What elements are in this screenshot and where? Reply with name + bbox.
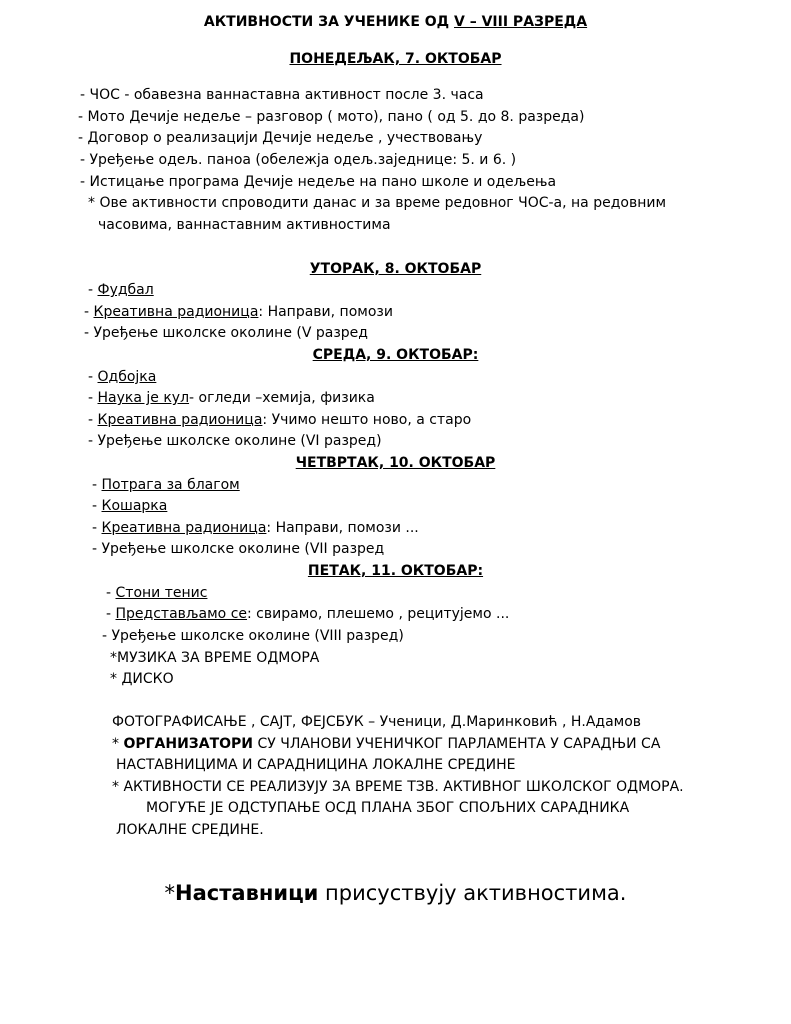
friday-heading: ПЕТАК, 11. ОКТОБАР: (307, 563, 484, 579)
title-grades: V – VIII РАЗРЕДА (454, 14, 588, 30)
tuesday-item-2: - Креативна радионица: Направи, помози (84, 304, 393, 320)
thursday-heading: ЧЕТВРТАК, 10. ОКТОБАР (295, 455, 496, 471)
activity-treasure-hunt: Потрага за благом (101, 477, 240, 493)
activity-basketball: Кошарка (101, 498, 168, 514)
activity-science-is-cool: Наука је кул (97, 390, 190, 406)
thursday-item-2: - Кошарка (92, 498, 168, 514)
page-title (0, 14, 791, 31)
monday-item-5: - Истицање програма Дечије недеље на пано школе и одељења (80, 174, 557, 190)
organizers-note-line-1: * ОРГАНИЗАТОРИ СУ ЧЛАНОВИ УЧЕНИЧКОГ ПАРЛАМЕНТА У САРАДЊИ СА (112, 736, 661, 752)
monday-heading: ПОНЕДЕЉАК, 7. ОКТОБАР (289, 51, 502, 67)
monday-item-1: - ЧОС - обавезна ваннаставна активност после 3. часа (80, 87, 484, 103)
activity-creative-workshop: Креативна радионица (93, 304, 259, 320)
tuesday-item-1: - Фудбал (88, 282, 154, 298)
wednesday-heading: СРЕДА, 9. ОКТОБАР: (312, 347, 479, 363)
activity-creative-workshop: Креативна радионица (97, 412, 263, 428)
wednesday-item-1: - Одбојка (88, 369, 157, 385)
friday-item-1: - Стони тенис (106, 585, 208, 601)
wednesday-item-3: - Креативна радионица: Учимо нешто ново, а старо (88, 412, 472, 428)
activities-note-line-3: ЛОКАЛНЕ СРЕДИНЕ. (116, 822, 264, 838)
wednesday-item-2: - Наука је кул- огледи –хемија, физика (88, 390, 375, 406)
tuesday-item-3: - Уређење школске околине (V разред (84, 325, 368, 341)
teachers-label: Наставници (175, 881, 319, 905)
friday-item-3: - Уређење школске околине (VIII разред) (102, 628, 404, 644)
activity-football: Фудбал (97, 282, 154, 298)
activity-presentation: Представљамо се (115, 606, 248, 622)
monday-note-line-1: * Ове активности спроводити данас и за време редовног ЧОС-а, на редовним (88, 195, 667, 211)
thursday-item-1: - Потрага за благом (92, 477, 240, 493)
activities-note-line-1: * АКТИВНОСТИ СЕ РЕАЛИЗУЈУ ЗА ВРЕМЕ ТЗВ. АКТИВНОГ ШКОЛСКОГ ОДМОРА. (112, 779, 684, 795)
thursday-item-4: - Уређење школске околине (VII разред (92, 541, 385, 557)
monday-item-2: - Мото Дечије недеље – разговор ( мото), пано ( од 5. до 8. разреда) (78, 109, 585, 125)
monday-item-3: - Договор о реализацији Дечије недеље , учествовању (78, 130, 483, 146)
organizers-note-line-2: НАСТАВНИЦИМА И САРАДНИЦИНА ЛОКАЛНЕ СРЕДИНЕ (116, 757, 516, 773)
activity-table-tennis: Стони тенис (115, 585, 208, 601)
activity-volleyball: Одбојка (97, 369, 157, 385)
tuesday-heading: УТОРАК, 8. ОКТОБАР (309, 261, 482, 277)
thursday-item-3: - Креативна радионица: Направи, помози ... (92, 520, 419, 536)
organizers-label: ОРГАНИЗАТОРИ (123, 736, 254, 752)
friday-item-5: * ДИСКО (110, 671, 174, 687)
teachers-attend-note: *Наставници присуствују активностима. (164, 881, 627, 905)
monday-item-4: - Уређење одељ. паноа (обележја одељ.заједнице: 5. и 6. ) (80, 152, 517, 168)
wednesday-item-4: - Уређење школске околине (VI разред) (88, 433, 382, 449)
monday-note-line-2: часовима, ваннаставним активностима (98, 217, 391, 233)
friday-item-4: *МУЗИКА ЗА ВРЕМЕ ОДМОРА (110, 650, 320, 666)
activities-note-line-2: МОГУЋЕ ЈЕ ОДСТУПАЊЕ ОСД ПЛАНА ЗБОГ СПОЉНИХ САРАДНИКА (146, 800, 630, 816)
photo-note: ФОТОГРАФИСАЊЕ , САЈТ, ФЕЈСБУК – Ученици, Д.Маринковић , Н.Адамов (112, 714, 642, 730)
activity-creative-workshop: Креативна радионица (101, 520, 267, 536)
friday-item-2: - Представљамо се: свирамо, плешемо , рецитујемо ... (106, 606, 510, 622)
title-prefix: АКТИВНОСТИ ЗА УЧЕНИКЕ ОД (203, 14, 455, 30)
